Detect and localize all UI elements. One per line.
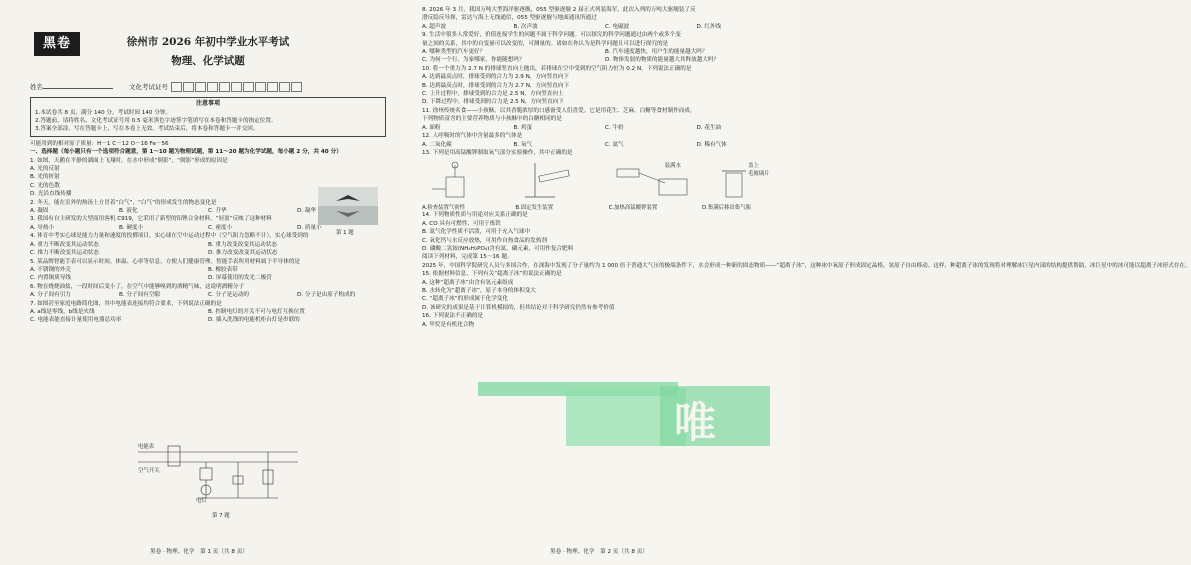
answer-option: B. 鸡蛋 [513, 124, 533, 131]
answer-option: D. 推力改变改变其运动状态 [208, 250, 278, 257]
question-stem: 12. 人呼吸时的气体中含量最多的气体是 [422, 133, 523, 140]
lab-label-water: 装满水 [664, 163, 681, 170]
answer-option: A. 分子间有引力 [30, 292, 71, 299]
question-stem: 9. 生活中很多人常爱好，价值连接学生的问题不属于科学问题。可以探究的科学问题通过由两个或多个变 [422, 32, 681, 39]
answer-option: C. 密度小 [208, 224, 233, 231]
lab-caption-a: A.检查装置气密性 [422, 205, 466, 212]
exam-subtitle: 物理、化学试题 [171, 55, 245, 67]
question-stem: 1. 如图，天鹅在平静的湖面上飞翔时，在水中形成“倒影”，“倒影”形成的原因是 [30, 157, 228, 164]
question-stem: 5. 某品牌智能手表可以显示时间、体温、心率等信息，方便人们健康管理。智能手表所用材料属于半导体的是 [30, 258, 301, 265]
answer-option: D. 稀有气体 [696, 141, 727, 148]
switch-label: 空气开关 [138, 468, 160, 474]
atomic-masses: 可能用到的相对原子质量：H－1 C－12 O－16 Fe－56 [30, 140, 169, 147]
option-group [422, 73, 788, 107]
answer-option: C. 氮气 [605, 141, 624, 148]
lab-figures [422, 159, 788, 212]
option-group [422, 321, 788, 329]
answer-option: C. 为何一个行，为家哪家，你能随想吗？ [422, 57, 525, 64]
question-stem: 2. 冬天，能在室外的热汤上方冒着“白气”，“白气”的形成发生的物态变化是 [30, 199, 217, 206]
lab-figure-c [608, 159, 695, 212]
answer-option: D. 凝华 [297, 208, 317, 215]
fig1-caption: 第 1 题 [336, 230, 354, 236]
question-stem: 16. 下列说法不正确的是 [422, 313, 484, 320]
answer-option: C. 上升过程中，排球受到的合力是 2.5 N，方向竖直向上 [422, 91, 564, 98]
question-stem: 7. 如图甚至家庭电路简化图，其中电能表连接均符合要求，下列说法正确的是 [30, 300, 222, 307]
answer-option: D. 该研究的成果是基于计算机模拟的，但其结论对于科学研究仍然有参考价值 [422, 304, 615, 311]
answer-option: B. 分子间有空隙 [119, 292, 160, 299]
question-stem: 8. 2026 年 3 月，我国万吨大型海洋驱逐舰，055 型驱逐舰 2 届正式列装海军，此次入列的万吨大驱舰装了反 [422, 7, 696, 13]
notice-line: 1.本试卷共 8 页，满分 140 分，考试时间 140 分钟。 [35, 109, 172, 116]
question-stem: 6. 物在烧烧油盐，一段时间后变小了，在空气中能够嗅到的酒精气味，这说明酒精分子 [30, 283, 245, 290]
notice-heading: 注意事项 [195, 100, 220, 107]
lab-caption-d: D.集满后移出集气瓶 [701, 205, 751, 212]
lab-label-glass: 毛玻璃片 [747, 171, 770, 178]
exam-title: 徐州市 2026 年初中学业水平考试 [126, 36, 290, 48]
answer-option: C. “超离子冰”的形成属于化学变化 [422, 296, 508, 303]
option-group [422, 23, 788, 31]
answer-option: D. 插入洗涤的电能机柜台灯是串联的 [208, 317, 300, 324]
answer-option: C. 内置铜质导线 [30, 275, 72, 282]
answer-option: A. 二氧化碳 [422, 141, 452, 148]
question-list-right-2 [422, 211, 1191, 329]
lab-figure-a [422, 159, 508, 212]
option-group [30, 308, 386, 325]
answer-option: A. 不锈钢的外壳 [30, 266, 71, 273]
answer-option: D. 分子是由原子构成的 [297, 292, 356, 299]
notice-box [30, 97, 386, 137]
answer-option: A. 哪种类型的汽车更好？ [422, 49, 486, 56]
option-group [30, 266, 386, 283]
answer-option: C. 光的色散 [30, 182, 60, 189]
meter-label: 电能表 [138, 444, 155, 450]
answer-option: C. 氧化钙与水反应放热，可用作自热食品的发热剂 [422, 237, 547, 244]
option-group [422, 220, 788, 254]
section-heading: 一、选择题（每小题只有一个选项符合题意，第 1～10 题为物理试题，第 11～20 题为化学试题，每小题 2 分，共 40 分） [30, 149, 342, 156]
answer-option: B. 控制电灯的开关不可与电灯互换位置 [208, 308, 305, 315]
swan-photo [318, 187, 378, 225]
fig7-caption: 第 7 题 [212, 513, 230, 519]
circuit-diagram [138, 440, 298, 510]
question-stem: 14. 下列物质性质与用途对应关系正确的是 [422, 212, 528, 219]
notice-line: 3.答案全部涂、写在答题卡上，写在本卷上无效。考试结束后，将本卷和答题卡一并交回。 [35, 126, 259, 133]
answer-option: C. 电能表能直接计量使用电器总功率 [30, 317, 122, 324]
option-group [422, 141, 788, 149]
answer-option: B. 氮气化学性质不活泼，可用于充入气球中 [422, 229, 531, 236]
answer-option: B. 氧气 [513, 141, 533, 148]
answer-option: D. 物体发射的物质的能量越大其释放越大吗？ [605, 57, 720, 64]
answer-option: A. 光的反射 [30, 166, 60, 173]
option-group [422, 124, 788, 132]
lamp-label: 电灯 [196, 498, 207, 504]
answer-option: D. 花生油 [696, 124, 722, 131]
answer-option: D. 质量小 [297, 224, 322, 231]
option-group [30, 241, 386, 258]
question-stem-cont: 2025 年，中国科学院研究人员与多国合作，在深海中发现了分子量约为 1 000 倍于普通大气压的极端条件下，水会形成一种新的固态物质——“超离子冰”，这种冰中氧原子形成固定晶格，氢原子自由移动。这样，种超离子冰的发现将对理解冰巨星内部的结构提供帮助，冰巨星中的冰可能以超离子冰形式存在。 [422, 262, 1191, 269]
answer-option: A. CO 具有可燃性，可用于炼铁 [422, 220, 501, 227]
lab-figure-b [515, 159, 601, 212]
option-group [30, 291, 386, 299]
answer-option: B. 重力改变改变其运动状态 [208, 241, 277, 248]
question-stem: 11. 徐州传统名食——小孩酥，以其香脆浓厚的口感备受人们喜爱。它是用花生、芝麻，白糖等食材制作而成。 [422, 107, 696, 114]
answer-option: B. 次声波 [513, 23, 538, 30]
option-group [422, 279, 788, 313]
lab-figure-d [701, 159, 788, 212]
answer-option: D. 磷酸二氢铵(NH₄H₂PO₄)含有氮、磷元素，可用作复合肥料 [422, 245, 574, 252]
question-stem: 3. 我国有自主研发的大型商用客机 C919，它采用了新型的铝锂合金材料，“轻盈”反映了这种材料 [30, 216, 272, 223]
page-footer-right: 黑卷 · 物理、化学 第 2 页（共 8 页） [550, 549, 648, 555]
answer-option: C. 分子是运动的 [208, 292, 250, 299]
lab-caption-b: B.固定发生装置 [515, 205, 554, 212]
question-stem: 阅读下列材料，完成第 15～16 题。 [422, 254, 513, 261]
answer-option: A. 达到最高点时，排球受到的合力为 2.9 N，方向竖直向下 [422, 74, 569, 81]
answer-option: C. 牛奶 [605, 124, 624, 131]
page-footer-left: 黑卷 · 物理、化学 第 1 页（共 8 页） [150, 549, 248, 555]
id-label: 文化考试证号 [129, 83, 168, 91]
answer-option: A. 面粉 [422, 124, 441, 131]
answer-option: A. 超声波 [422, 23, 447, 30]
question-list-left [30, 157, 386, 325]
lab-label-cover: 盖上 [747, 163, 759, 170]
question-stem-cont: 潜反隐反导探，雷达与海上无线通信，055 型驱逐舰与地面通讯所通过 [422, 15, 597, 22]
answer-option: C. 升华 [208, 208, 227, 215]
question-stem: 4. 体育中考实心球是能力力量和速度的投掷项目，实心球在空中运动过程中（空气阻力忽略不计），实心球受到的 [30, 233, 309, 240]
answer-option: A. a线是零线，b线是火线 [30, 308, 95, 315]
answer-option: C. 电磁波 [605, 23, 630, 30]
answer-option: D. 下降过程中，排球受到的合力是 2.5 N，方向竖直向下 [422, 99, 564, 106]
answer-option: C. 推力不断改变其运动状态 [30, 250, 99, 257]
question-stem: 13. 下列是用高锰酸钾制取氧气部分实验操作，其中正确的是 [422, 149, 573, 156]
notice-line: 2.答题前，请将姓名、文化考试证号用 0.5 毫米黑色字迹签字笔填写在本卷和答题卡的指定位置。 [35, 118, 277, 124]
question-list-right [422, 6, 788, 157]
answer-option: A. 重力不断改变其运动状态 [30, 241, 99, 248]
answer-option: B. 光的折射 [30, 174, 60, 181]
option-group [30, 224, 386, 232]
question-stem-cont: 下列物质富含的主要营养物质与小孩酥中的白糖相同的是 [422, 116, 562, 123]
watermark-text: 唯 [674, 398, 715, 447]
answer-option: B. 汽车速度越快，用户生的能量越大吗？ [605, 49, 708, 56]
question-stem-cont: 量之间的关系，其中的自变量可以改变的，可测量的。诸如在你认为是科学问题且可以进行探究的是 [422, 40, 669, 47]
page-left [0, 0, 400, 565]
answer-option: D. 光沿直线传播 [30, 191, 72, 198]
option-group [422, 48, 788, 65]
answer-option: A. 这种“超离子冰”由含有氢元素组成 [422, 279, 514, 286]
page-right [400, 0, 1191, 565]
answer-option: B. 橡胶表带 [208, 266, 238, 273]
candidate-info-row [30, 82, 386, 92]
answer-option: A. 导热小 [30, 224, 55, 231]
name-field[interactable] [43, 88, 113, 89]
watermark [478, 382, 778, 452]
name-label: 姓名 [30, 83, 43, 91]
question-stem: 10. 将一个重力为 2.7 N 的排球竖直向上抛出，若排球在空中受到的空气阻力恒为 0.2 N，下列说法正确的是 [422, 65, 692, 72]
lab-caption-c: C.加热高锰酸钾装置 [608, 205, 658, 212]
answer-option: D. 红外线 [696, 23, 722, 30]
answer-option: B. 硬度小 [119, 224, 144, 231]
answer-option: A. 凝固 [30, 208, 49, 215]
answer-option: B. 液化 [119, 208, 138, 215]
answer-option: D. 屏幕使用的发光二极管 [208, 275, 272, 282]
answer-option: A. 甲烷是有机化合物 [422, 321, 475, 328]
answer-option: B. 水转化为“超离子冰”，原子本身的体积变大 [422, 287, 536, 294]
paper-badge: 黑卷 [34, 32, 80, 56]
answer-option: B. 达到最高点时，排球受到的合力为 2.7 N，方向竖直向下 [422, 82, 570, 89]
question-stem: 15. 依据材料信息，下列有关“超离子冰”的说法正确的是 [422, 271, 562, 278]
